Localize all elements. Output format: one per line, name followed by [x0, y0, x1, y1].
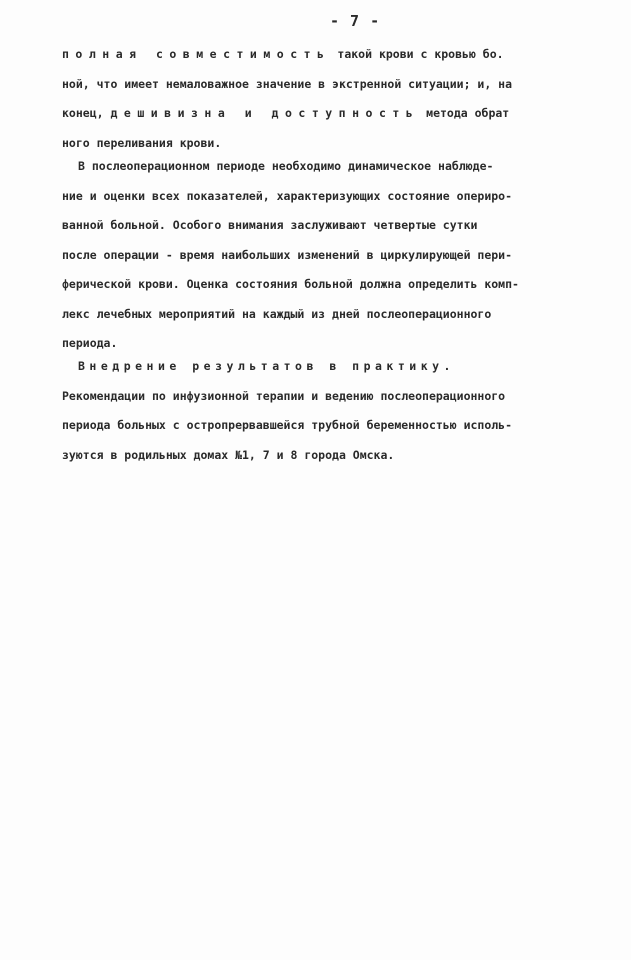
text-line: ванной больной. Особого внимания заслуживают четвертые сутки [62, 218, 478, 232]
paragraph-postoperative [62, 152, 602, 359]
text-line: ной, что имеет немаловажное значение в экстренной ситуации; и, на [62, 76, 513, 91]
text-line: Рекомендации по инфузионной терапии и ведению послеоперационного [62, 388, 506, 403]
section-heading: Внедрение результатов в практику. [78, 359, 455, 373]
spaced-emphasis: полная совместимость [62, 47, 331, 61]
text-line: периода больных с остропрервавшейся трубной беременностью исполь- [62, 418, 513, 432]
text-line: периода. [62, 336, 118, 350]
text-line: ного переливания крови. [62, 135, 222, 150]
text-line: ние и оценки всех показателей, характеризующих состояние опериро- [62, 188, 513, 203]
paragraph-implementation [62, 352, 602, 470]
text-line: ферической крови. Оценка состояния больной должна определить комп- [62, 277, 519, 291]
line-text: такой крови с кровью бо. [330, 47, 504, 61]
text-line [62, 40, 602, 70]
line-text: конец, [62, 106, 111, 120]
spaced-emphasis: дешивизна и доступность [110, 106, 420, 120]
text-line: после операции - время наибольших изменений в циркулирующей пери- [62, 247, 513, 262]
text-line: лекс лечебных мероприятий на каждый из дней послеоперационного [62, 306, 492, 321]
text-line: В послеоперационном периоде необходимо динамическое наблюде- [78, 159, 494, 173]
paragraph-donor-blood [62, 40, 602, 158]
text-line [62, 99, 602, 129]
page-number: - 7 - [330, 12, 381, 30]
text-line: зуются в родильных домах №1, 7 и 8 города Омска. [62, 447, 395, 462]
line-text: метода обрат [419, 106, 510, 120]
